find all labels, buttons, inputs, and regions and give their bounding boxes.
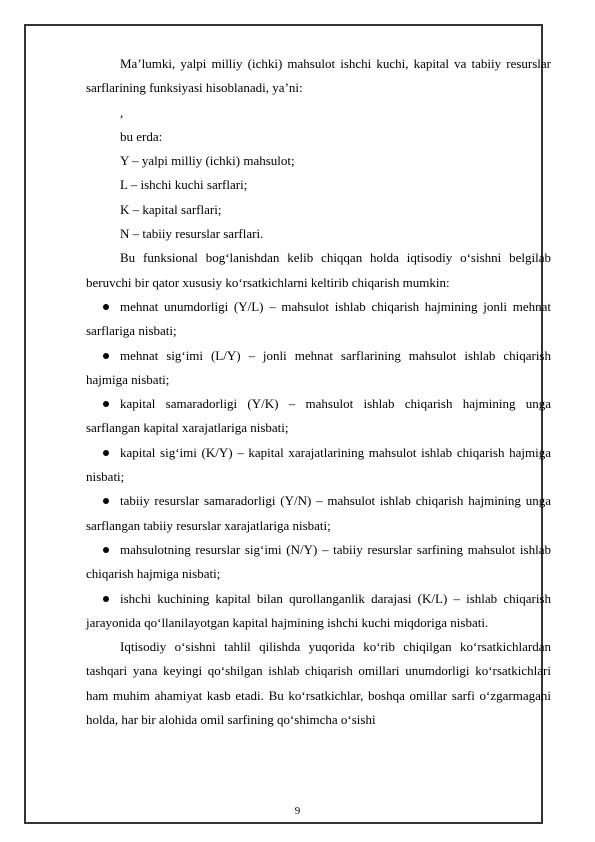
intro-paragraph: Ma’lumki, yalpi milliy (ichki) mahsulot ishchi kuchi, kapital va tabiiy resurslar sarflarining funksiyasi hisoblanadi, ya’ni: <box>86 56 551 96</box>
bullet-text: ishchi kuchining kapital bilan qurollanganlik darajasi (K/L) – ishlab chiqarish jarayonida qo‘llanilayotgan kapital hajmining ishchi kuchi miqdoriga nisbati. <box>86 590 551 630</box>
bullet-text: kapital samaradorligi (Y/K) – mahsulot ishlab chiqarish hajmining unga sarflangan kapital xarajatlariga nisbati; <box>86 396 551 436</box>
bullet-text: mehnat unumdorligi (Y/L) – mahsulot ishlab chiqarish hajmining jonli mehnat sarflariga nisbati; <box>86 298 551 339</box>
bullet-icon <box>103 353 109 359</box>
page-number: 9 <box>294 805 301 817</box>
bullet-item-labor-intensity <box>86 344 551 393</box>
conclusion-paragraph: Iqtisodiy o‘sishni tahlil qilishda yuqorida ko‘rib chiqilgan ko‘rsatkichlardan tashqari yana keyingi qo‘shilgan ishlab chiqarish omillari unumdorligi ko‘rsatkichlari ham muhim ahamiyat kasb etadi. Bu ko‘rsatkichlar, boshqa omillar sarfi o‘zgarmagani holda, har bir alohida omil sarfining qo‘shimcha o‘sishi <box>86 639 551 728</box>
bullet-text: mehnat sig‘imi (L/Y) – jonli mehnat sarflarining mahsulot ishlab chiqarish hajmiga nisbati; <box>86 347 551 387</box>
definition-n: N – tabiiy resurslar sarflari. <box>120 226 264 242</box>
bullet-icon <box>103 450 109 456</box>
bullet-item-resource-efficiency <box>86 489 551 538</box>
bullet-item-capital-intensity <box>86 441 551 490</box>
bullet-text: kapital sig‘imi (K/Y) – kapital xarajatlarining mahsulot ishlab chiqarish hajmiga nisbati; <box>86 444 551 485</box>
bullet-text: tabiiy resurslar samaradorligi (Y/N) – mahsulot ishlab chiqarish hajmining unga sarflangan tabiiy resurslar xarajatlariga nisbati; <box>86 493 551 533</box>
formula-line: , <box>120 104 124 120</box>
bullet-item-labor-productivity <box>86 295 551 344</box>
bullet-item-resource-intensity <box>86 538 551 587</box>
functional-paragraph: Bu funksional bog‘lanishdan kelib chiqqan holda iqtisodiy o‘sishni belgilab beruvchi bir qator xususiy ko‘rsatkichlarni keltirib chiqarish mumkin: <box>86 250 551 290</box>
bullet-item-capital-labor-ratio <box>86 587 551 636</box>
where-label: bu erda: <box>120 128 163 144</box>
document-body <box>86 52 551 732</box>
definition-l: L – ishchi kuchi sarflari; <box>120 177 248 193</box>
bullet-icon <box>103 596 109 602</box>
bullet-icon <box>103 498 109 504</box>
bullet-text: mahsulotning resurslar sig‘imi (N/Y) – tabiiy resurslar sarfining mahsulot ishlab chiqarish hajmiga nisbati; <box>86 541 551 582</box>
definition-k: K – kapital sarflari; <box>120 201 222 217</box>
bullet-icon <box>103 547 109 553</box>
bullet-icon <box>103 304 109 310</box>
bullet-item-capital-efficiency <box>86 392 551 441</box>
bullet-icon <box>103 401 109 407</box>
definition-y: Y – yalpi milliy (ichki) mahsulot; <box>120 153 295 169</box>
